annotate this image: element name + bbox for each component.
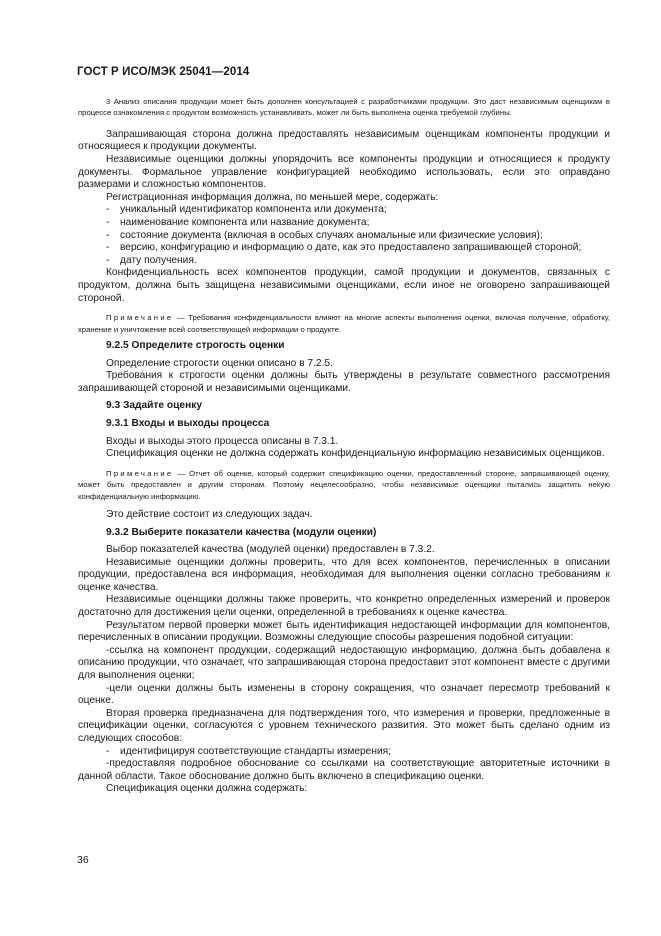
- note-text: — Требования конфиденциальности влияют на многие аспекты выполнения оценки, включая получение, обработку, хранение и уничтожение всей соответствующей информации о продукте.: [78, 313, 610, 334]
- list-item: [78, 758, 610, 783]
- list-item: [78, 683, 610, 708]
- paragraph: Независимые оценщики должны упорядочить все компоненты продукции и относящиеся к продукту документы. Формальное управление конфигурацией необходимо использовать, если это оправдано размерами и сложностью компонентов.: [78, 154, 610, 191]
- list-item: [78, 204, 610, 217]
- list-dash: -: [106, 758, 110, 770]
- list-dash: -: [106, 216, 110, 228]
- list-item: [78, 242, 610, 255]
- spacer: [78, 119, 610, 129]
- list-item: [78, 217, 610, 230]
- paragraph: Вторая проверка предназначена для подтверждения того, что измерения и проверки, предложенные в спецификации оценки, согласуются с уровнем технического развития. Это может быть сделано одним из следующих способов:: [78, 707, 610, 744]
- list-item: [78, 645, 610, 683]
- list-item-text: наименование компонента или название документа;: [120, 216, 370, 228]
- paragraph: Выбор показателей качества (модулей оценки) предоставлен в 7.3.2.: [106, 544, 435, 556]
- list-dash: -: [106, 745, 110, 757]
- list-dash: -: [106, 644, 110, 656]
- section-heading: 9.3 Задайте оценку: [106, 400, 202, 412]
- list-dash: -: [106, 254, 110, 266]
- paragraph: Независимые оценщики должны также проверить, что конкретно определенных измерений и проверок достаточно для достижения цели оценки, определенной в требованиях к оценке качества.: [78, 594, 610, 619]
- section-heading: 9.2.5 Определите строгость оценки: [106, 339, 285, 351]
- list-item-text: версию, конфигурацию и информацию о дате, как это предоставлено запрашивающей стороной;: [120, 242, 582, 254]
- paragraph: Спецификация оценки должна содержать:: [106, 783, 308, 795]
- paragraph: Запрашивающая сторона должна предоставлять независимым оценщикам компоненты продукции и относящиеся к продукции документы.: [78, 128, 610, 153]
- list-dash: -: [106, 682, 110, 694]
- list-dash: -: [106, 242, 110, 254]
- list-item-text: состояние документа (включая в особых случаях аномальные или физические условия);: [120, 229, 543, 241]
- list-item-text: дату получения.: [120, 254, 197, 266]
- section-heading: 9.3.2 Выберите показатели качества (модули оценки): [106, 526, 377, 538]
- paragraph: Входы и выходы этого процесса описаны в 7.3.1.: [106, 435, 339, 447]
- paragraph: Независимые оценщики должны проверить, что для всех компонентов, перечисленных в описании продукции, предоставлена вся информация, необходимая для выполнения оценки согласно требованиям к оценке качества.: [78, 556, 610, 593]
- note-text: — Отчет об оценке, который содержит спецификацию оценки, предоставленный стороне, запрашивающей оценку, может быть предоставлен и другим сторонам. Поэтому нецелесообразно, чтобы независимые оценщики пытались защитить некую конфиденциальную информацию.: [78, 468, 610, 501]
- paragraph: Это действие состоит из следующих задач.: [106, 508, 313, 520]
- section-heading: 9.3.1 Входы и выходы процесса: [106, 417, 270, 429]
- spacer: [78, 502, 610, 509]
- list-item-text: предоставляя подробное обоснование со ссылками на соответствующие авторитетные источники в данной области. Такое обоснование должно быть включено в спецификацию оценки.: [78, 758, 610, 782]
- paragraph: Результатом первой проверки может быть идентификация недостающей информации для компонентов, перечисленных в описании продукции. Возможны следующие способы разрешения подобной ситуации:: [78, 619, 610, 644]
- note: [78, 312, 610, 335]
- list-item-text: цели оценки должны быть изменены в сторону сокращения, что означает пересмотр требований к оценке.: [78, 682, 610, 707]
- paragraph: Требования к строгости оценки должны быть утверждены в результате совместного рассмотрения запрашивающей стороной и независимыми оценщиками.: [78, 370, 610, 394]
- page-number: 36: [77, 854, 89, 866]
- paragraph: Конфиденциальность всех компонентов продукции, самой продукции и документов, связанных с продуктом, должна быть защищена независимыми оценщиками, если иное не оговорено запрашивающей стороной.: [78, 267, 610, 304]
- note: [78, 468, 610, 502]
- note-label: Примечание: [106, 468, 174, 478]
- paragraph: Спецификация оценки не должна содержать конфиденциальную информацию независимых оценщиков.: [106, 448, 605, 460]
- note: 3 Анализ описания продукции может быть дополнен консультацией с разработчиками продукции. Это даст независимым оценщикам в процессе ознакомления с продуктом возможность устанавливать, может ли быть выполнена оценка требуемой глубины.: [78, 97, 610, 118]
- spacer: [78, 461, 610, 468]
- document-header: ГОСТ Р ИСО/МЭК 25041—2014: [77, 66, 250, 78]
- note-label: Примечание: [106, 313, 174, 323]
- list-item-text: ссылка на компонент продукции, содержащий недостающую информацию, должна быть добавлена к описанию продукции, что означает, что запрашивающая сторона предоставит этот компонент вместе с другими для выполнения оценки;: [78, 644, 610, 682]
- list-item-text: идентифицируя соответствующие стандарты измерения;: [120, 745, 392, 757]
- paragraph: Определение строгости оценки описано в 7.2.5.: [106, 357, 333, 369]
- list-item: [78, 255, 610, 268]
- paragraph: Регистрационная информация должна, по меньшей мере, содержать:: [106, 191, 439, 203]
- list-dash: -: [106, 229, 110, 241]
- document-body: [78, 96, 610, 796]
- list-item: [78, 746, 610, 759]
- list-item: [78, 230, 610, 243]
- list-item-text: уникальный идентификатор компонента или документа;: [120, 204, 387, 216]
- list-dash: -: [106, 204, 110, 216]
- spacer: [78, 305, 610, 312]
